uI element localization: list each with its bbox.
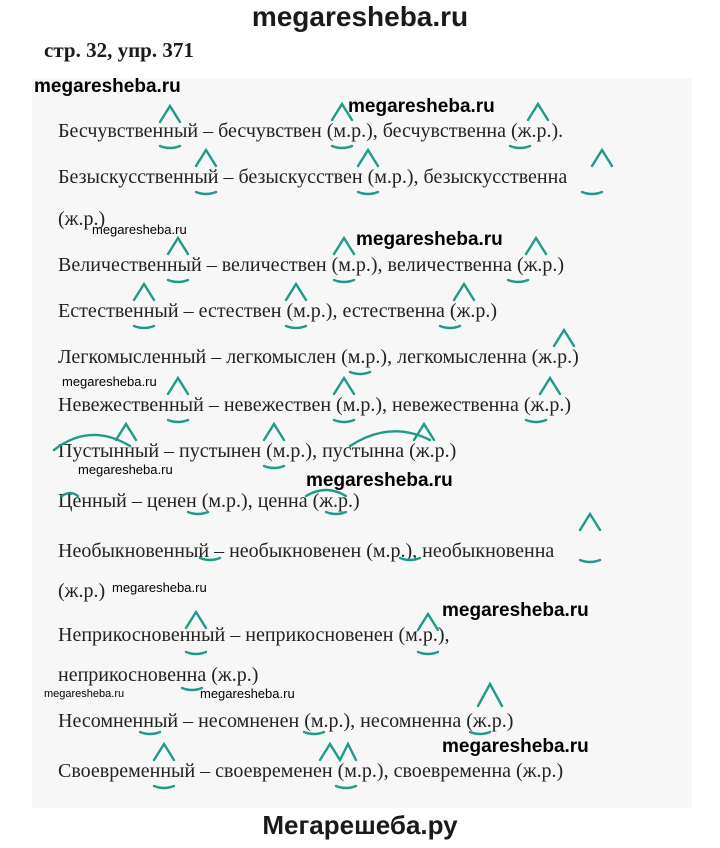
site-footer: Мегарешеба.ру [262,810,458,840]
exercise-reference: стр. 32, упр. 371 [44,38,194,62]
answer-line: Невежественный – невежествен (м.р.), невежественна (ж.р.) [58,394,571,416]
answer-line: Пустынный – пустынен (м.р.), пустынна (ж.р.) [58,440,457,462]
answer-line: Ценный – ценен (м.р.), ценна (ж.р.) [58,490,360,512]
site-title: megaresheba.ru [251,1,469,32]
answer-line: Несомненный – несомненен (м.р.), несомненна (ж.р.) [58,710,514,732]
watermark: megaresheba.ru [44,688,125,700]
answer-line: неприкосновенна (ж.р.) [58,664,259,686]
watermark: megaresheba.ru [62,374,157,389]
answer-line: Необыкновенный – необыкновенен (м.р.), необыкновенна [58,540,555,562]
answer-line: Безыскусственный – безыскусствен (м.р.), безыскусственна [58,166,568,188]
watermark: megaresheba.ru [348,96,495,117]
watermark: megaresheba.ru [34,76,181,97]
answer-line: Легкомысленный – легкомыслен (м.р.), легкомысленна (ж.р.) [58,346,579,368]
answer-line: Естественный – естествен (м.р.), естественна (ж.р.) [58,300,498,322]
answer-line: (ж.р.) [58,208,106,230]
answer-line: Своевременный – своевременен (м.р.), своевременна (ж.р.) [58,760,564,782]
answer-line: Неприкосновенный – неприкосновенен (м.р.), [58,624,450,646]
watermark: megaresheba.ru [442,600,589,621]
answer-line: Бесчувственный – бесчувствен (м.р.), бесчувственна (ж.р.). [58,120,564,142]
answer-line: (ж.р.) [58,580,106,602]
watermark: megaresheba.ru [200,686,295,701]
answer-line: Величественный – величествен (м.р.), величественна (ж.р.) [58,254,565,276]
watermark: megaresheba.ru [78,462,173,477]
watermark: megaresheba.ru [442,736,589,757]
watermark: megaresheba.ru [306,470,453,491]
watermark: megaresheba.ru [356,229,503,250]
watermark: megaresheba.ru [92,222,187,237]
watermark: megaresheba.ru [112,580,207,595]
